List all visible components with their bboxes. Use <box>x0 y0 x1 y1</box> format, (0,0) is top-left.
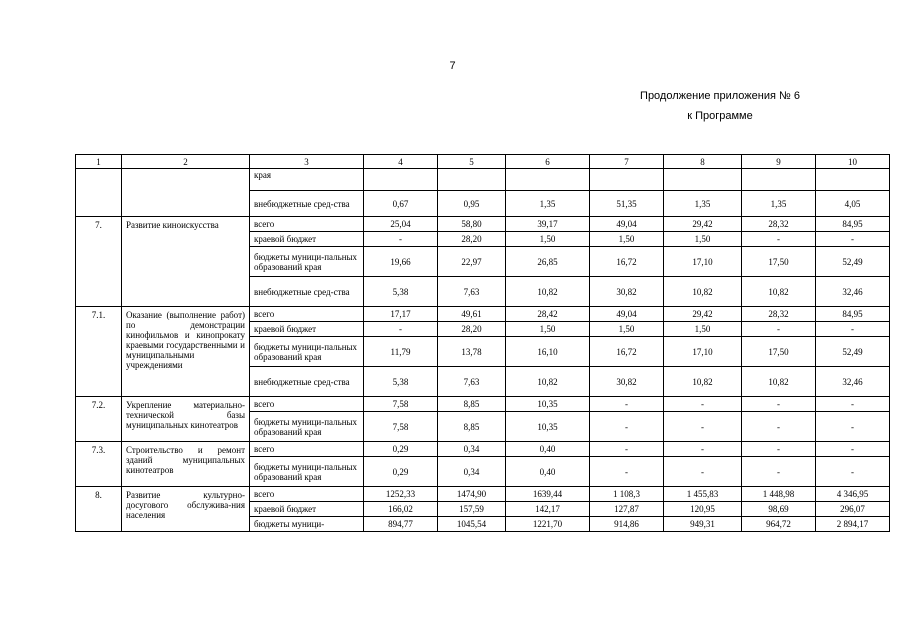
funding-source: бюджеты муници-пальных образований края <box>250 247 364 277</box>
value-cell: 52,49 <box>816 247 890 277</box>
value-cell: 949,31 <box>664 517 742 532</box>
value-cell: 964,72 <box>742 517 816 532</box>
value-cell: 1 448,98 <box>742 487 816 502</box>
value-cell: 1,50 <box>590 322 664 337</box>
value-cell: 17,10 <box>664 247 742 277</box>
table-body <box>76 155 890 532</box>
value-cell: 84,95 <box>816 217 890 232</box>
value-cell: 49,04 <box>590 217 664 232</box>
item-title: Строительство и ремонт зданий муниципальных кинотеатров <box>122 442 250 487</box>
funding-source: внебюджетные сред-ства <box>250 277 364 307</box>
value-cell: - <box>590 397 664 412</box>
value-cell: 0,34 <box>438 457 506 487</box>
value-cell: 1,35 <box>506 191 590 217</box>
value-cell: 10,35 <box>506 397 590 412</box>
value-cell <box>742 169 816 191</box>
value-cell: 7,63 <box>438 277 506 307</box>
table-row <box>76 442 890 457</box>
funding-source: бюджеты муници-пальных образований края <box>250 412 364 442</box>
value-cell: - <box>742 232 816 247</box>
value-cell: 1,35 <box>664 191 742 217</box>
value-cell: 13,78 <box>438 337 506 367</box>
page-number: 7 <box>449 60 456 72</box>
funding-source: бюджеты муници-пальных образований края <box>250 337 364 367</box>
value-cell: 1,50 <box>590 232 664 247</box>
value-cell: 914,86 <box>590 517 664 532</box>
column-number: 3 <box>250 155 364 169</box>
value-cell: 10,35 <box>506 412 590 442</box>
value-cell: 1045,54 <box>438 517 506 532</box>
value-cell: 7,63 <box>438 367 506 397</box>
value-cell: 127,87 <box>590 502 664 517</box>
value-cell: 19,66 <box>364 247 438 277</box>
item-number: 7.1. <box>76 307 122 397</box>
value-cell <box>816 169 890 191</box>
column-number: 8 <box>664 155 742 169</box>
value-cell: 166,02 <box>364 502 438 517</box>
funding-source: всего <box>250 217 364 232</box>
value-cell: - <box>364 232 438 247</box>
value-cell: 17,50 <box>742 337 816 367</box>
column-number: 7 <box>590 155 664 169</box>
value-cell: - <box>816 232 890 247</box>
value-cell: 29,42 <box>664 217 742 232</box>
funding-source: краевой бюджет <box>250 232 364 247</box>
value-cell: - <box>664 457 742 487</box>
value-cell: - <box>816 412 890 442</box>
funding-source: внебюджетные сред-ства <box>250 367 364 397</box>
value-cell <box>438 169 506 191</box>
value-cell: 1 455,83 <box>664 487 742 502</box>
value-cell: 1221,70 <box>506 517 590 532</box>
funding-source: всего <box>250 397 364 412</box>
appendix-header: Продолжение приложения № 6 <box>640 90 800 102</box>
value-cell: - <box>816 457 890 487</box>
value-cell: 1,50 <box>506 322 590 337</box>
value-cell: 7,58 <box>364 397 438 412</box>
item-number: 7.3. <box>76 442 122 487</box>
value-cell: 1639,44 <box>506 487 590 502</box>
value-cell: 28,42 <box>506 307 590 322</box>
value-cell: 11,79 <box>364 337 438 367</box>
value-cell: 1252,33 <box>364 487 438 502</box>
value-cell: 10,82 <box>664 277 742 307</box>
value-cell: 26,85 <box>506 247 590 277</box>
item-number: 7.2. <box>76 397 122 442</box>
value-cell: 120,95 <box>664 502 742 517</box>
value-cell: - <box>590 412 664 442</box>
column-number: 9 <box>742 155 816 169</box>
column-number: 4 <box>364 155 438 169</box>
value-cell: 58,80 <box>438 217 506 232</box>
value-cell: 10,82 <box>506 367 590 397</box>
value-cell <box>664 169 742 191</box>
value-cell: 51,35 <box>590 191 664 217</box>
value-cell: 10,82 <box>506 277 590 307</box>
table-row <box>76 397 890 412</box>
item-title: Развитие культурно-досугового обслужива-ния населения <box>122 487 250 532</box>
table-row <box>76 487 890 502</box>
value-cell: - <box>816 322 890 337</box>
value-cell: - <box>742 322 816 337</box>
value-cell: - <box>816 397 890 412</box>
value-cell: 894,77 <box>364 517 438 532</box>
value-cell: 5,38 <box>364 277 438 307</box>
value-cell: 0,29 <box>364 457 438 487</box>
value-cell <box>590 169 664 191</box>
value-cell: 7,58 <box>364 412 438 442</box>
value-cell: 49,61 <box>438 307 506 322</box>
value-cell: 10,82 <box>742 367 816 397</box>
item-number-cell <box>76 169 122 217</box>
value-cell: 1474,90 <box>438 487 506 502</box>
column-number: 2 <box>122 155 250 169</box>
value-cell: 1,50 <box>506 232 590 247</box>
funding-source: всего <box>250 487 364 502</box>
value-cell: 157,59 <box>438 502 506 517</box>
value-cell: 28,32 <box>742 307 816 322</box>
value-cell <box>506 169 590 191</box>
value-cell: 16,10 <box>506 337 590 367</box>
value-cell: 1,50 <box>664 232 742 247</box>
value-cell: 52,49 <box>816 337 890 367</box>
value-cell: 16,72 <box>590 337 664 367</box>
value-cell: 0,34 <box>438 442 506 457</box>
column-number: 1 <box>76 155 122 169</box>
item-title: Оказание (выполнение работ) по демонстрации кинофильмов и кинопрокату краевыми государственными и муниципальными учреждениями <box>122 307 250 397</box>
item-title: Укрепление материально-технической базы муниципальных кинотеатров <box>122 397 250 442</box>
value-cell: - <box>816 442 890 457</box>
funding-source: всего <box>250 442 364 457</box>
value-cell: 84,95 <box>816 307 890 322</box>
value-cell: 0,95 <box>438 191 506 217</box>
value-cell: 0,67 <box>364 191 438 217</box>
funding-source: бюджеты муници- <box>250 517 364 532</box>
value-cell: - <box>590 442 664 457</box>
value-cell: 142,17 <box>506 502 590 517</box>
value-cell: 296,07 <box>816 502 890 517</box>
value-cell: 30,82 <box>590 367 664 397</box>
table-row <box>76 217 890 232</box>
value-cell: 4,05 <box>816 191 890 217</box>
value-cell: 5,38 <box>364 367 438 397</box>
value-cell: 0,29 <box>364 442 438 457</box>
value-cell: - <box>742 412 816 442</box>
value-cell: 1 108,3 <box>590 487 664 502</box>
program-funding-table <box>75 154 890 532</box>
table-row <box>76 307 890 322</box>
column-number: 5 <box>438 155 506 169</box>
value-cell: 10,82 <box>664 367 742 397</box>
value-cell: 0,40 <box>506 457 590 487</box>
value-cell: - <box>742 442 816 457</box>
funding-source: края <box>250 169 364 191</box>
value-cell: - <box>590 457 664 487</box>
appendix-subheader: к Программе <box>687 110 753 122</box>
value-cell: 29,42 <box>664 307 742 322</box>
funding-source: краевой бюджет <box>250 322 364 337</box>
value-cell: 8,85 <box>438 397 506 412</box>
value-cell: - <box>664 412 742 442</box>
value-cell: 1,50 <box>664 322 742 337</box>
item-title: Развитие киноискусства <box>122 217 250 307</box>
value-cell: 4 346,95 <box>816 487 890 502</box>
item-title-cell <box>122 169 250 217</box>
funding-source: всего <box>250 307 364 322</box>
value-cell: 2 894,17 <box>816 517 890 532</box>
value-cell: 1,35 <box>742 191 816 217</box>
value-cell: 39,17 <box>506 217 590 232</box>
value-cell: 30,82 <box>590 277 664 307</box>
value-cell <box>364 169 438 191</box>
value-cell: - <box>742 397 816 412</box>
funding-source: внебюджетные сред-ства <box>250 191 364 217</box>
value-cell: - <box>664 397 742 412</box>
value-cell: 49,04 <box>590 307 664 322</box>
value-cell: 25,04 <box>364 217 438 232</box>
value-cell: 16,72 <box>590 247 664 277</box>
value-cell: 28,32 <box>742 217 816 232</box>
value-cell: 32,46 <box>816 367 890 397</box>
column-number: 6 <box>506 155 590 169</box>
value-cell: 17,10 <box>664 337 742 367</box>
continuation-row <box>76 169 890 191</box>
value-cell: 8,85 <box>438 412 506 442</box>
value-cell: 28,20 <box>438 322 506 337</box>
value-cell: 28,20 <box>438 232 506 247</box>
funding-source: бюджеты муници-пальных образований края <box>250 457 364 487</box>
value-cell: 17,50 <box>742 247 816 277</box>
value-cell: 22,97 <box>438 247 506 277</box>
column-number: 10 <box>816 155 890 169</box>
value-cell: 98,69 <box>742 502 816 517</box>
value-cell: - <box>742 457 816 487</box>
value-cell: - <box>664 442 742 457</box>
item-number: 7. <box>76 217 122 307</box>
value-cell: 0,40 <box>506 442 590 457</box>
item-number: 8. <box>76 487 122 532</box>
funding-source: краевой бюджет <box>250 502 364 517</box>
value-cell: 10,82 <box>742 277 816 307</box>
value-cell: 32,46 <box>816 277 890 307</box>
value-cell: 17,17 <box>364 307 438 322</box>
column-number-row <box>76 155 890 169</box>
value-cell: - <box>364 322 438 337</box>
